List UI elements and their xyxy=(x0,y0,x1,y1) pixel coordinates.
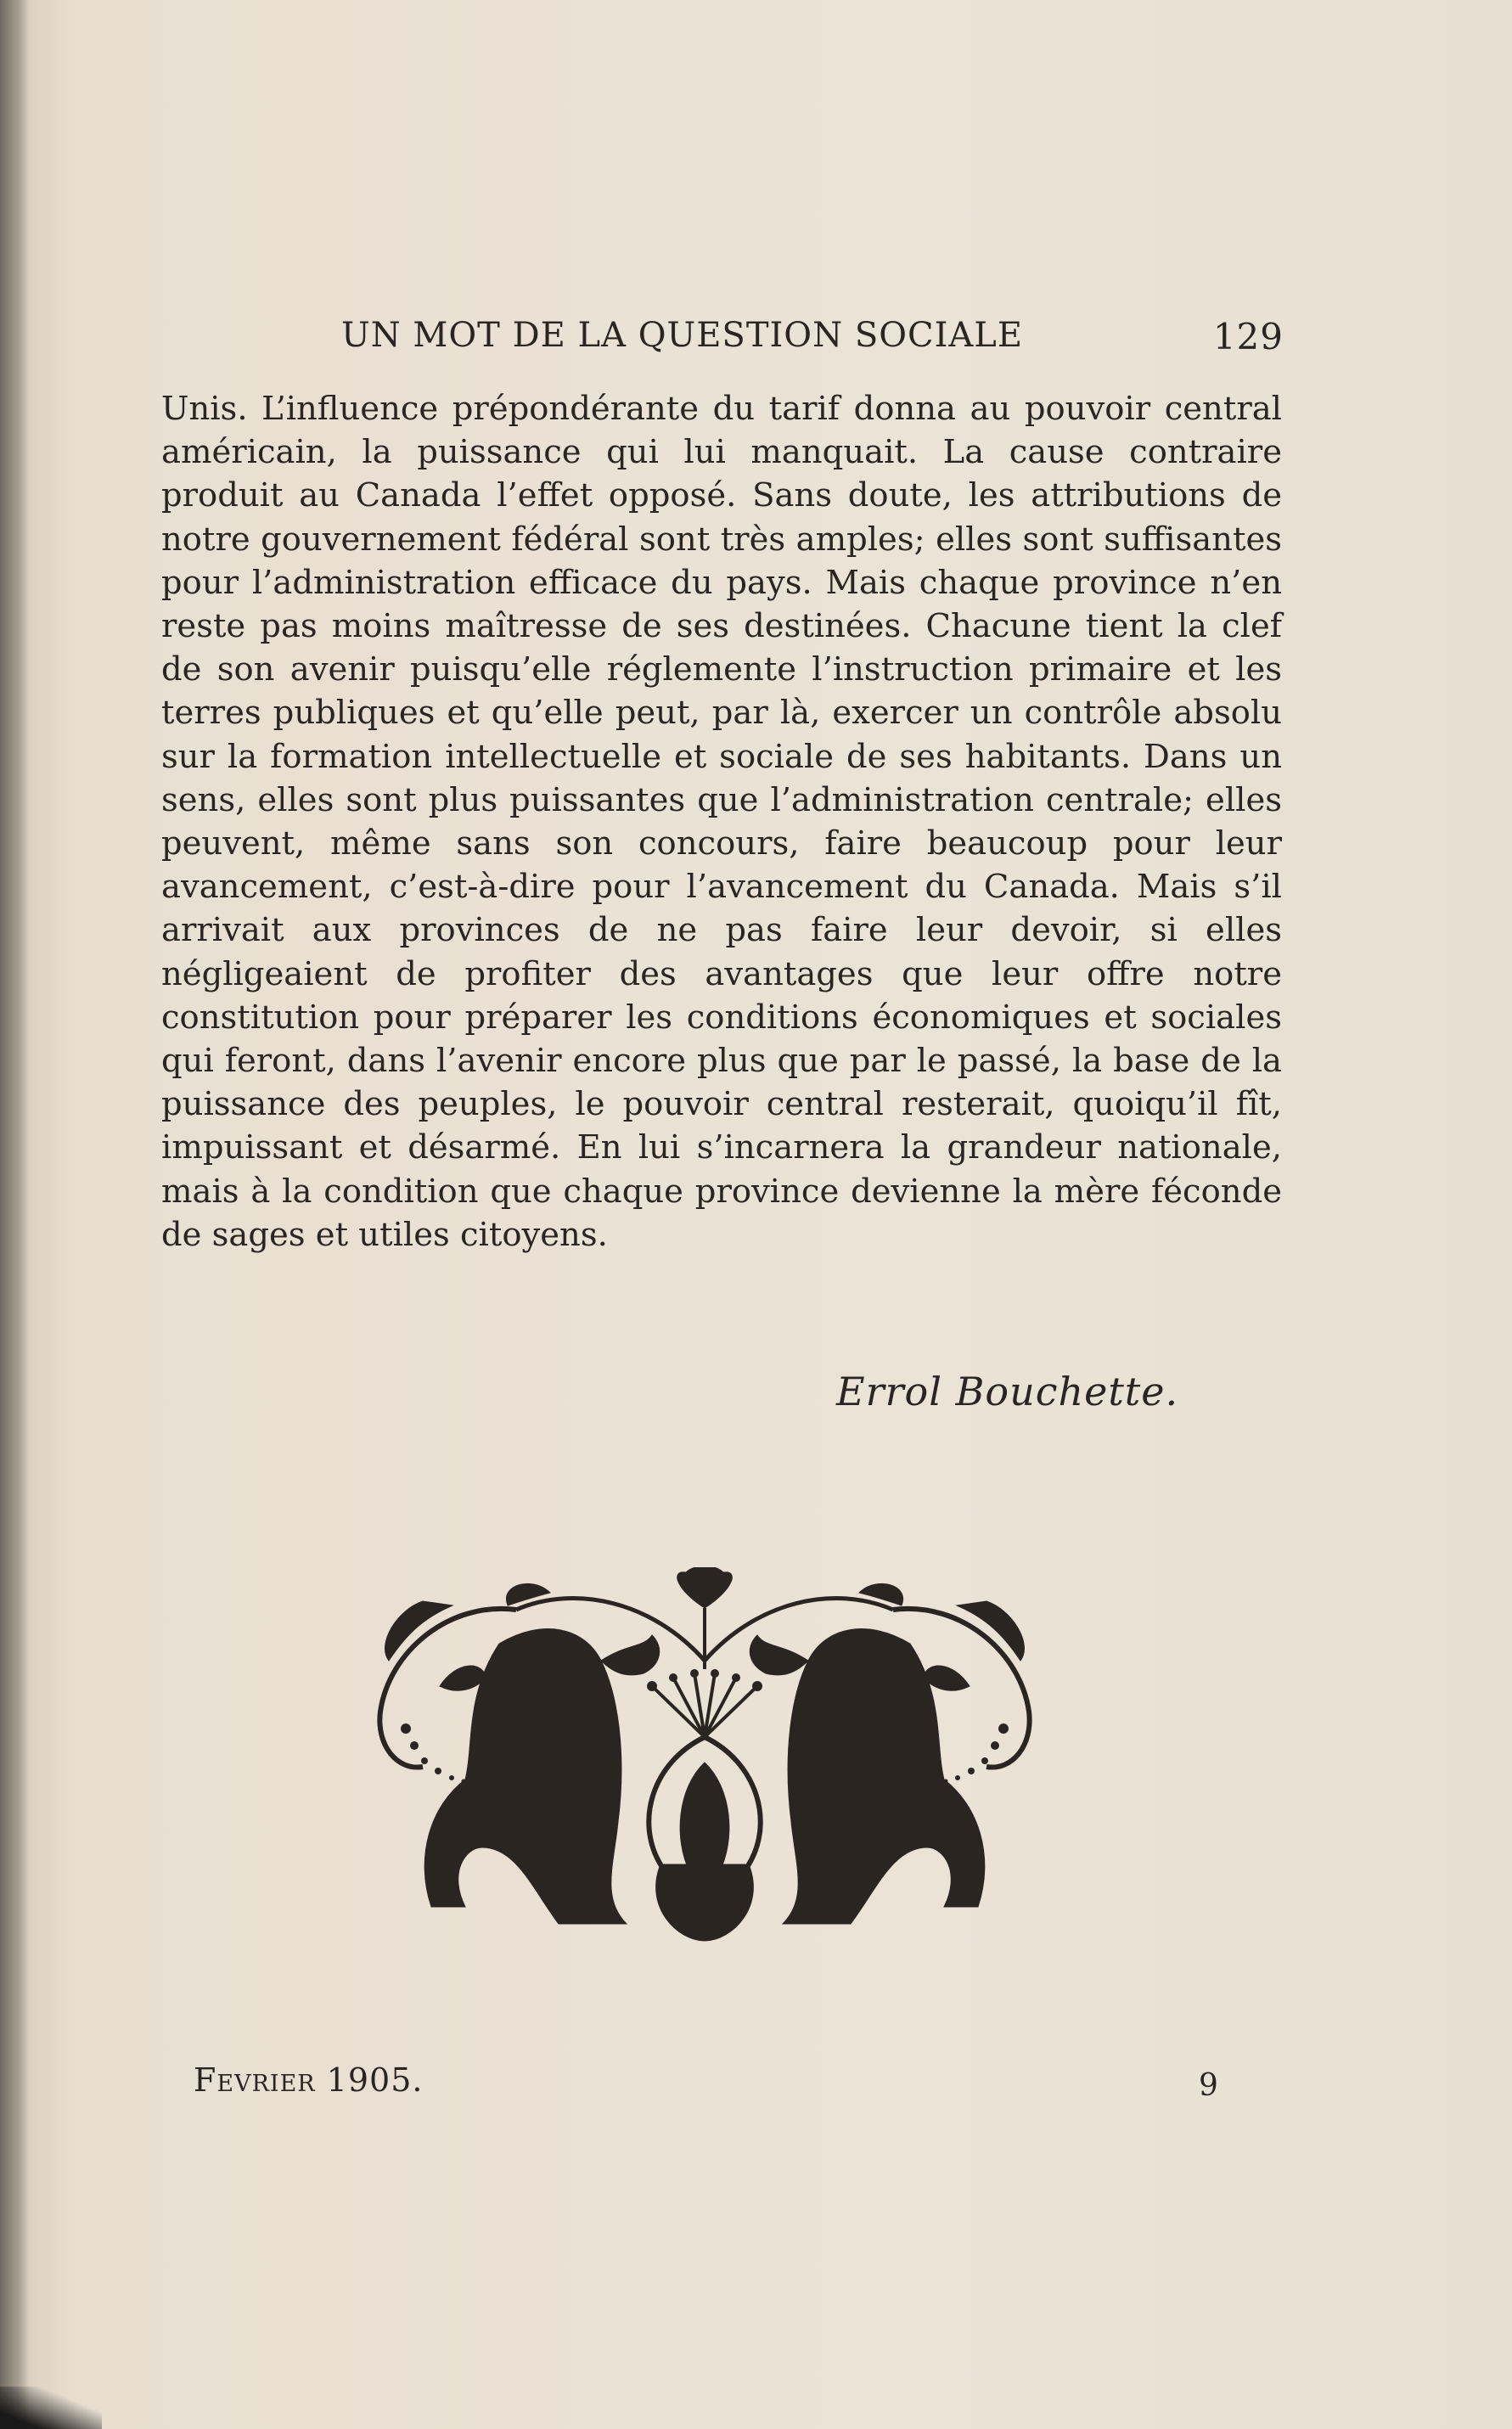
floral-vignette-with-two-animals-icon xyxy=(372,1567,1037,1951)
corner-shadow xyxy=(0,2387,102,2429)
body-paragraph: Unis. L’influence prépondérante du tarif donna au pouvoir central américain, la puissance qui lui manquait. La cause contraire produit au Canada l’effet opposé. Sans doute, les attributions de notre gouvernement fédéral sont très amples; elles sont suffisantes pour l’administration efficace du pays. Mais chaque province n’en reste pas moins maîtresse de ses destinées. Chacune tient la clef de son avenir puisqu’elle réglemente l’instruction primaire et les terres publiques et qu’elle peut, par là, exercer un contrôle absolu sur la formation intellectuelle et sociale de ses habitants. Dans un sens, elles sont plus puissantes que l’administration centrale; elles peuvent, même sans son concours, faire beaucoup pour leur avancement, c’est-à-dire pour l’avancement du Canada. Mais s’il arrivait aux provinces de ne pas faire leur devoir, si elles négligeaient de profiter des avantages que leur offre notre constitution pour préparer les conditions économiques et sociales qui feront, dans l’avenir encore plus que par le passé, la base de la puissance des peuples, le pouvoir central resterait, quoiqu’il fît, impuissant et désarmé. En lui s’incarnera la grandeur nationale, mais à la condition que chaque province devienne la mère féconde de sages et utiles citoyens. xyxy=(161,390,1282,1254)
signature-mark: 9 xyxy=(1199,2068,1218,2103)
running-header-title: UN MOT DE LA QUESTION SOCIALE xyxy=(341,316,1024,355)
book-spine-shadow xyxy=(0,0,29,2429)
running-header xyxy=(341,316,1284,367)
page-number: 129 xyxy=(1212,316,1284,357)
footer-date: Fevrier 1905. xyxy=(194,2061,424,2099)
author-signature: Errol Bouchette. xyxy=(836,1369,1179,1414)
